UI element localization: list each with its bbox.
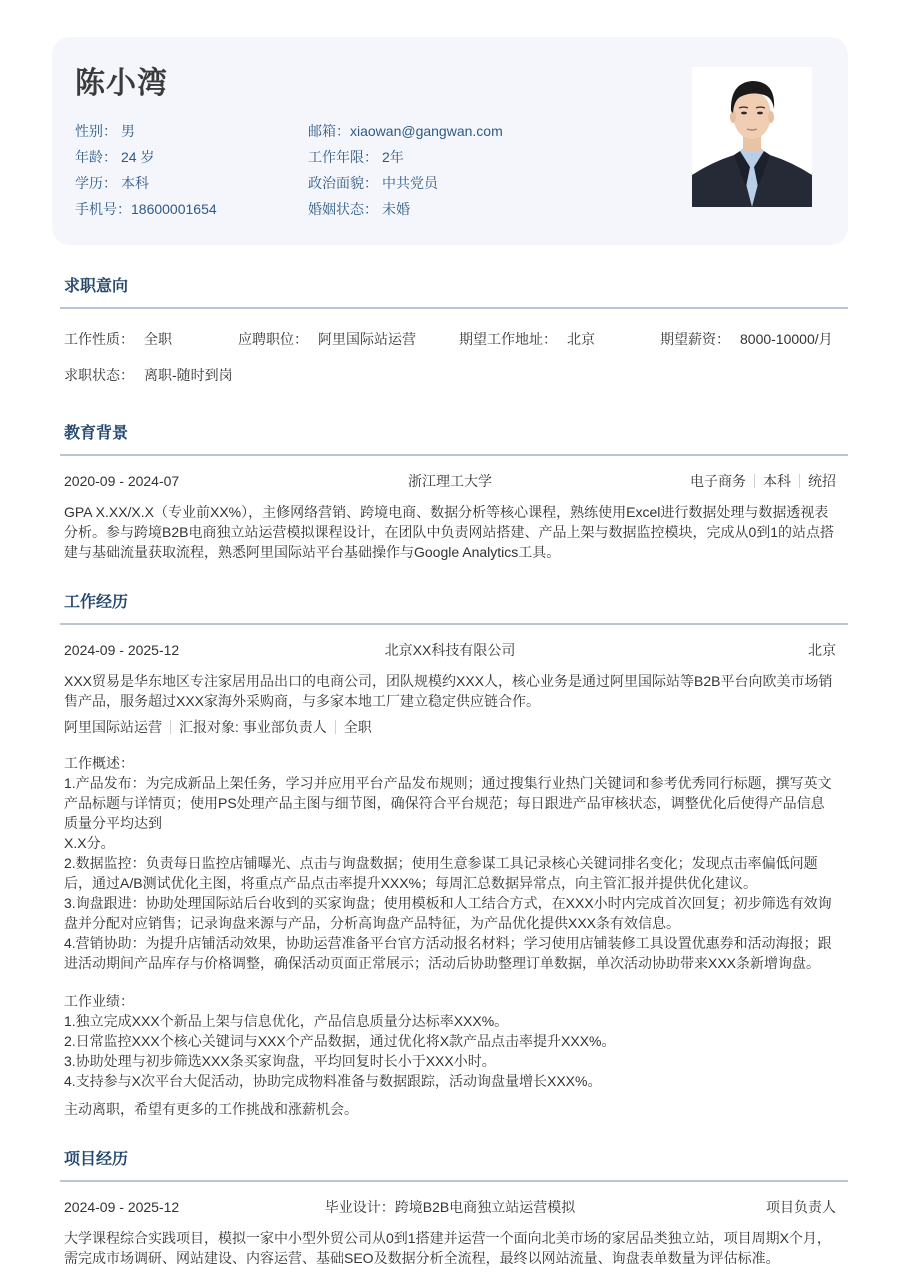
education-school: 浙江理工大学 xyxy=(408,473,492,489)
info-label: 性别： xyxy=(75,123,117,139)
section-projects xyxy=(64,1149,848,1266)
work-overview xyxy=(64,753,836,973)
info-label: 邮箱： xyxy=(308,123,350,139)
section-divider xyxy=(60,623,848,625)
company-intro: XXX贸易是华东地区专注家居用品出口的电商公司，团队规模约XXX人，核心业务是通过阿里国际站等B2B平台向欧美市场销售产品，服务超过XXX家海外采购商，与多家本地工厂建立稳定供应链合作。 xyxy=(64,673,833,709)
section-title: 教育背景 xyxy=(64,425,129,442)
project-name: 毕业设计：跨境B2B电商独立站运营模拟 xyxy=(324,1199,576,1215)
info-gender xyxy=(75,118,217,144)
section-divider xyxy=(60,307,848,309)
project-role: 项目负责人 xyxy=(766,1199,836,1215)
achievements-title: 工作业绩： xyxy=(64,993,134,1009)
work-location: 北京 xyxy=(808,642,836,658)
project-entry-header xyxy=(64,1197,836,1217)
intent-label: 应聘职位： xyxy=(238,331,308,347)
section-education xyxy=(64,423,848,560)
work-tags xyxy=(64,717,836,737)
intent-value: 全职 xyxy=(144,331,172,347)
intent-label: 期望薪资： xyxy=(660,331,730,347)
work-entry-header xyxy=(64,640,836,660)
tag-report-to: 汇报对象: 事业部负责人 xyxy=(179,719,327,735)
section-divider xyxy=(60,454,848,456)
tag-degree: 本科 xyxy=(763,473,791,489)
overview-item: 2.数据监控：负责每日监控店铺曝光、点击与询盘数据；使用生意参谋工具记录核心关键词排名变化；发现点击率偏低问题后，通过A/B测试优化主图，将重点产品点击率提升XXX%；每周汇总数据异常点，向主管汇报并提供优化建议。 xyxy=(64,855,818,891)
work-company: 北京XX科技有限公司 xyxy=(384,642,516,658)
achievement-item: 2.日常监控XXX个核心关键词与XXX个产品数据，通过优化将X款产品点击率提升XXX%。 xyxy=(64,1033,616,1049)
intent-work-type xyxy=(64,329,172,349)
overview-item: 3.询盘跟进：协助处理国际站后台收到的买家询盘；使用模板和人工结合方式，在XXX小时内完成首次回复；初步筛选有效询盘并分配对应销售；记录询盘来源与产品，分析高询盘产品特征，为产品优化提供XXX条有效信息。 xyxy=(64,895,832,931)
achievement-item: 1.独立完成XXX个新品上架与信息优化，产品信息质量分达标率XXX%。 xyxy=(64,1013,509,1029)
overview-item: 4.营销协助：为提升店铺活动效果，协助运营准备平台官方活动报名材料；学习使用店铺装修工具设置优惠券和活动海报；跟进活动期间产品库存与价格调整，确保活动页面正常展示；活动后协助整理订单数据，单次活动协助带来XXX条新增询盘。 xyxy=(64,935,832,971)
overview-item: X.X分。 xyxy=(64,835,115,851)
portrait-photo xyxy=(692,67,812,207)
info-age xyxy=(75,144,217,170)
info-value: 24 岁 xyxy=(121,149,155,165)
intent-position xyxy=(238,329,416,349)
info-value: 2年 xyxy=(382,149,404,165)
tag-major: 电子商务 xyxy=(690,473,746,489)
info-label: 工作年限： xyxy=(308,149,378,165)
info-value: 未婚 xyxy=(382,201,410,217)
project-period: 2024-09 - 2025-12 xyxy=(64,1199,180,1215)
education-description: GPA X.XX/X.X（专业前XX%），主修网络营销、跨境电商、数据分析等核心课程，熟练使用Excel进行数据处理与数据透视表分析。参与跨境B2B电商独立站运营模拟课程设计，在团队中负责网站搭建、产品上架与数据监控模块，完成从0到1的站点搭建与基础流量获取流程，熟悉阿里国际站平台基础操作与Google Analytics工具。 xyxy=(64,504,835,560)
personal-info-left xyxy=(75,118,217,222)
info-label: 学历： xyxy=(75,175,117,191)
tag-separator xyxy=(799,474,800,488)
intent-value: 离职-随时到岗 xyxy=(144,367,233,383)
tag-separator xyxy=(170,720,171,734)
intent-salary xyxy=(660,329,833,349)
section-title: 求职意向 xyxy=(64,278,129,295)
tag-enrollment: 统招 xyxy=(808,473,836,489)
section-work xyxy=(64,592,848,1117)
intent-status xyxy=(64,365,233,385)
work-period: 2024-09 - 2025-12 xyxy=(64,642,180,658)
info-value: 18600001654 xyxy=(131,201,217,217)
intent-value: 阿里国际站运营 xyxy=(318,331,416,347)
info-political-status xyxy=(308,170,503,196)
info-value: 中共党员 xyxy=(382,175,438,191)
section-title: 工作经历 xyxy=(64,594,129,611)
candidate-name: 陈小湾 xyxy=(75,67,168,100)
section-divider xyxy=(60,1180,848,1182)
project-description: 大学课程综合实践项目，模拟一家中小型外贸公司从0到1搭建并运营一个面向北美市场的家居品类独立站，项目周期X个月，需完成市场调研、网站建设、内容运营、基础SEO及数据分析全流程，最终以网站流量、询盘表单数量为评估标准。 xyxy=(64,1230,831,1266)
achievement-item: 4.支持参与X次平台大促活动，协助完成物料准备与数据跟踪，活动询盘量增长XXX%。 xyxy=(64,1073,602,1089)
intent-location xyxy=(459,329,595,349)
section-title: 项目经历 xyxy=(64,1151,129,1168)
education-period: 2020-09 - 2024-07 xyxy=(64,473,180,489)
overview-item: 1.产品发布：为完成新品上架任务，学习并应用平台产品发布规则；通过搜集行业热门关键词和参考优秀同行标题，撰写英文产品标题与详情页；使用PS处理产品主图与细节图，确保符合平台规范；每日跟进产品审核状态，调整优化后使得产品信息质量分平均达到 xyxy=(64,775,832,831)
leave-reason: 主动离职，希望有更多的工作挑战和涨薪机会。 xyxy=(64,1101,358,1117)
tag-separator xyxy=(335,720,336,734)
education-tags xyxy=(690,471,836,491)
intent-label: 求职状态： xyxy=(64,367,134,383)
intent-value: 8000-10000/月 xyxy=(740,331,833,347)
portrait-image xyxy=(692,67,812,207)
info-value: 男 xyxy=(121,123,135,139)
section-job-intent xyxy=(64,276,848,383)
info-education xyxy=(75,170,217,196)
work-achievements xyxy=(64,991,836,1091)
info-label: 婚姻状态： xyxy=(308,201,378,217)
info-work-years xyxy=(308,144,503,170)
tag-role: 阿里国际站运营 xyxy=(64,719,162,735)
info-phone xyxy=(75,196,217,222)
info-value: 本科 xyxy=(121,175,149,191)
education-entry-header xyxy=(64,471,836,491)
overview-title: 工作概述： xyxy=(64,755,134,771)
info-value: xiaowan@gangwan.com xyxy=(350,123,503,139)
info-label: 政治面貌： xyxy=(308,175,378,191)
tag-employment-type: 全职 xyxy=(343,719,372,735)
info-label: 手机号： xyxy=(75,201,131,217)
info-email xyxy=(308,118,503,144)
intent-label: 期望工作地址： xyxy=(459,331,557,347)
info-label: 年龄： xyxy=(75,149,117,165)
info-marital-status xyxy=(308,196,503,222)
personal-info-right xyxy=(308,118,503,222)
achievement-item: 3.协助处理与初步筛选XXX条买家询盘，平均回复时长小于XXX小时。 xyxy=(64,1053,496,1069)
profile-card xyxy=(52,37,848,245)
tag-separator xyxy=(754,474,755,488)
intent-label: 工作性质： xyxy=(64,331,134,347)
intent-value: 北京 xyxy=(567,331,595,347)
